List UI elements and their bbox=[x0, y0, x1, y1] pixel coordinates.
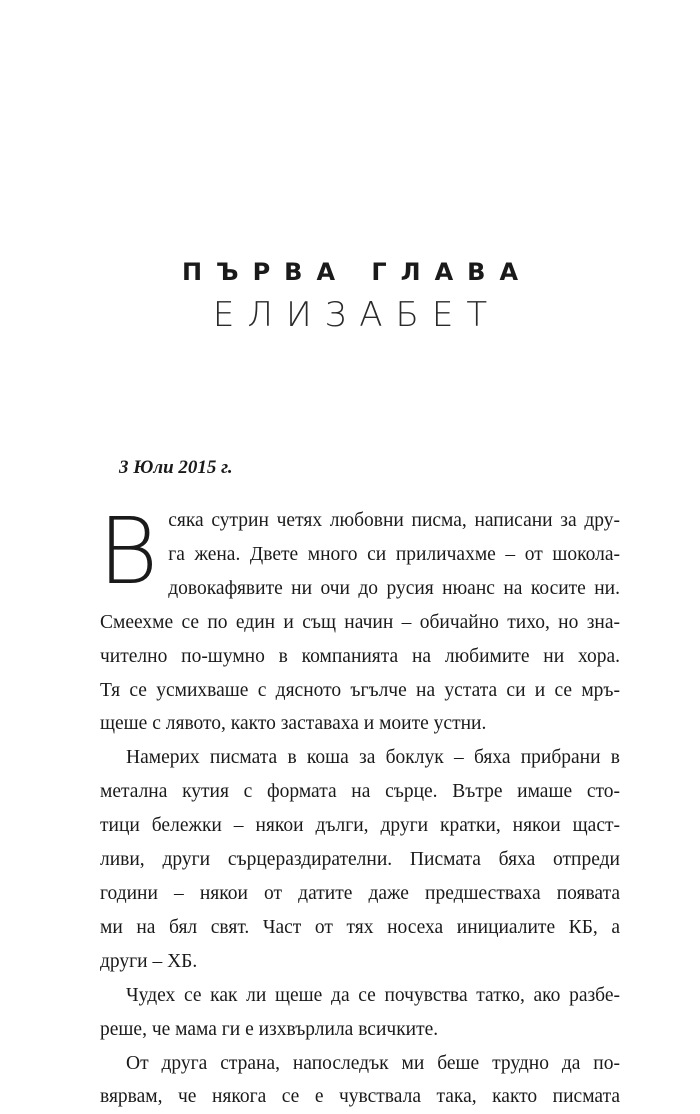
text-line: ми на бял свят. Част от тях носеха инициалите КБ, а bbox=[100, 911, 620, 945]
paragraph-4 bbox=[100, 1047, 620, 1114]
chapter-subtitle: ЕЛИЗАБЕТ bbox=[0, 293, 700, 337]
text-line: Намерих писмата в коша за боклук – бяха прибрани в bbox=[100, 741, 620, 775]
text-line: Тя се усмихваше с дясното ъгълче на устата си и се мръ- bbox=[100, 674, 620, 708]
text-line: метална кутия с формата на сърце. Вътре имаше сто- bbox=[100, 775, 620, 809]
drop-cap: В bbox=[98, 510, 158, 594]
text-line: реше, че мама ги е изхвърлила всичките. bbox=[100, 1013, 620, 1047]
text-line: сяка сутрин четях любовни писма, написани за дру- bbox=[100, 504, 620, 538]
date-heading: 3 Юли 2015 г. bbox=[119, 455, 233, 481]
text-line: ливи, други сърцераздирателни. Писмата бяха отпреди bbox=[100, 843, 620, 877]
text-line: години – някои от датите даже предшестваха появата bbox=[100, 877, 620, 911]
text-line: тици бележки – някои дълги, други кратки, някои щаст- bbox=[100, 809, 620, 843]
text-line: Смеехме се по един и същ начин – обичайно тихо, но зна- bbox=[100, 606, 620, 640]
text-line: чително по-шумно в компанията на любимите ни хора. bbox=[100, 640, 620, 674]
text-line: довокафявите ни очи до русия нюанс на косите ни. bbox=[100, 572, 620, 606]
text-line: други – ХБ. bbox=[100, 945, 620, 979]
text-line: щеше с лявото, както заставаха и моите устни. bbox=[100, 707, 620, 741]
text-line: Чудех се как ли щеше да се почувства татко, ако разбе- bbox=[100, 979, 620, 1013]
text-line: га жена. Двете много си приличахме – от шокола- bbox=[100, 538, 620, 572]
paragraph-3 bbox=[100, 979, 620, 1047]
text-line: вярвам, че някога се е чувствала така, както писмата bbox=[100, 1080, 620, 1114]
paragraph-2 bbox=[100, 741, 620, 978]
text-line: От друга страна, напоследък ми беше трудно да по- bbox=[100, 1047, 620, 1081]
body-text bbox=[100, 504, 620, 1114]
chapter-title: ПЪРВА ГЛАВА bbox=[0, 256, 700, 288]
paragraph-1 bbox=[100, 504, 620, 741]
